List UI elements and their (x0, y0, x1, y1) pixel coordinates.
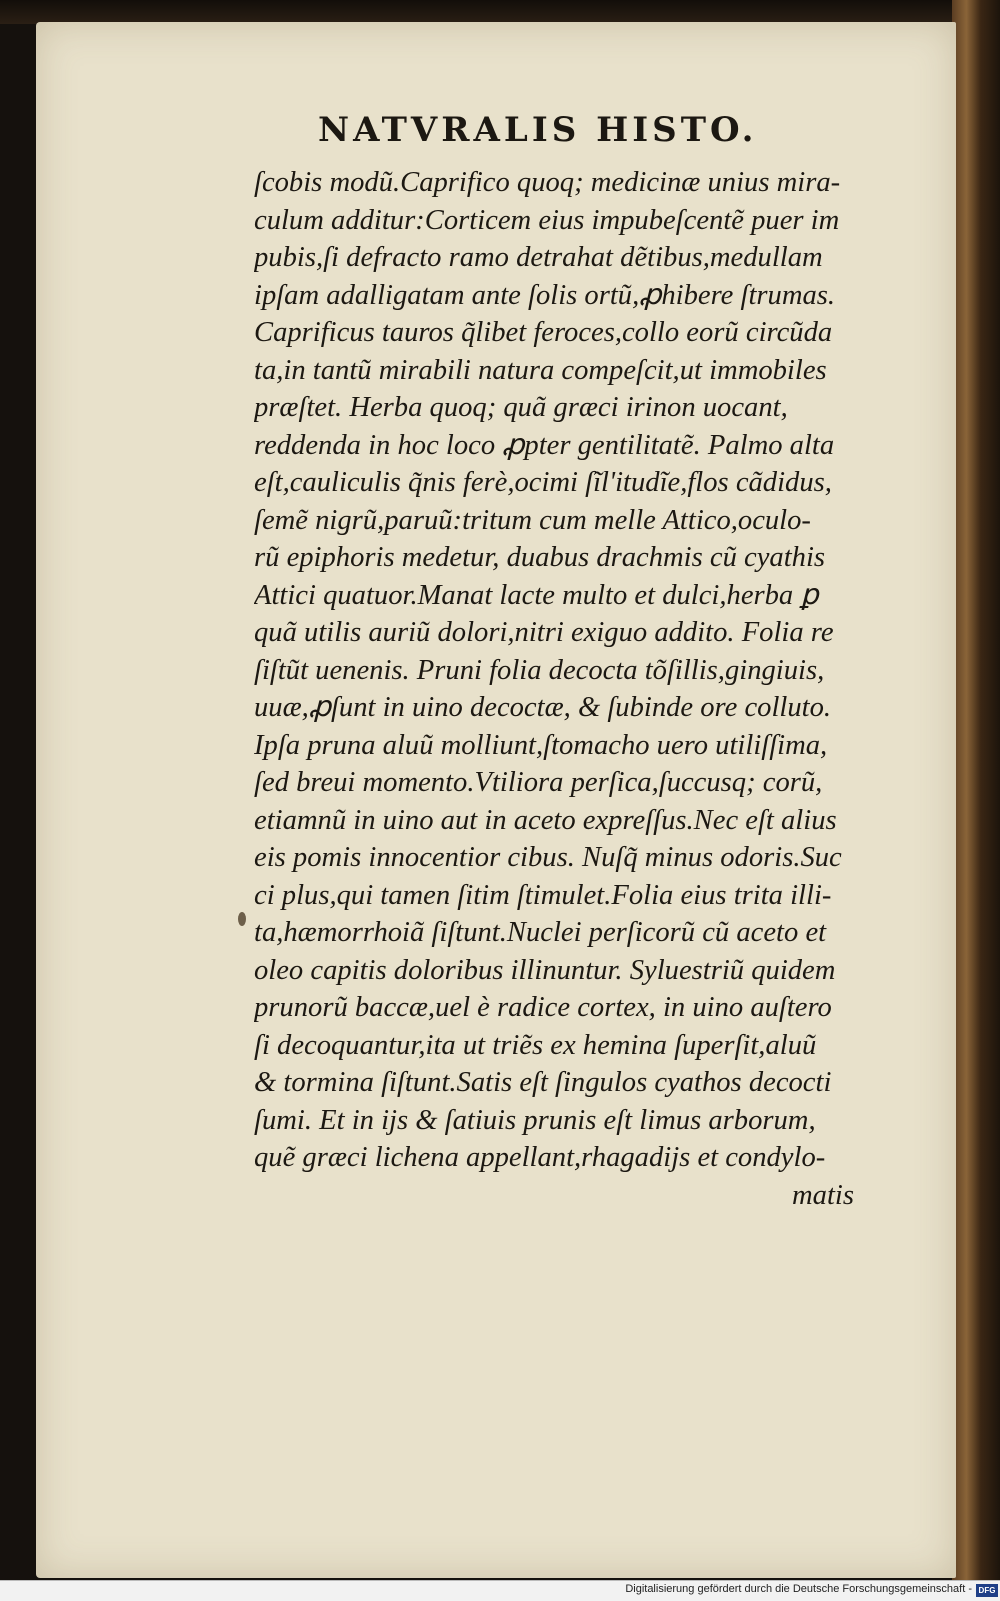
text-line: etiamnũ in uino aut in aceto expreſſus.Nec eſt alius (254, 804, 837, 836)
text-line: pubis,ſi defracto ramo detrahat dẽtibus,medullam (254, 242, 823, 273)
text-line: ſed breui momento.Vtiliora perſica,ſuccusq; corũ, (254, 767, 823, 798)
book-top-edge (0, 0, 1000, 24)
text-line: ta,in tantũ mirabili natura compeſcit,ut immobiles (254, 354, 827, 386)
text-line: prunorũ baccæ,uel è radice cortex, in uino auſtero (254, 992, 832, 1023)
catchword: matis (792, 1179, 854, 1211)
text-line: culum additur:Corticem eius impubeſcentẽ puer im (254, 204, 840, 236)
text-line: ſemẽ nigrũ,paruũ:tritum cum melle Attico,oculo- (254, 504, 811, 536)
running-head: NATVRALIS HISTO. (318, 110, 758, 150)
text-line: Attici quatuor.Manat lacte multo et dulci,herba ꝑ (254, 579, 819, 611)
text-line: ſi decoquantur,ita ut triẽs ex hemina ſuperſit,aluũ (254, 1029, 817, 1061)
text-line: & tormina ſiſtunt.Satis eſt ſingulos cyathos decocti (254, 1067, 832, 1098)
text-line: ſiſtũt uenenis. Pruni folia decocta tõſillis,gingiuis, (254, 654, 825, 686)
text-line: quẽ græci lichena appellant,rhagadijs et condylo- (254, 1142, 826, 1173)
text-line: Caprificus tauros q̃libet feroces,collo eorũ circũda (254, 317, 833, 348)
text-line: eis pomis innocentior cibus. Nuſq̃ minus odoris.Suc (254, 842, 842, 873)
text-line: rũ epiphoris medetur, duabus drachmis cũ cyathis (254, 542, 826, 573)
funding-notice: Digitalisierung gefördert durch die Deutsche Forschungsgemeinschaft - (625, 1583, 972, 1595)
text-line: ci plus,qui tamen ſitim ſtimulet.Folia eius trita illi- (254, 879, 832, 911)
text-line: ſcobis modũ.Caprifico quoq; medicinæ unius mira- (254, 167, 841, 198)
text-block (254, 164, 894, 1214)
text-line: uuæ,ꝓſunt in uino decoctæ, & ſubinde ore colluto. (254, 692, 832, 723)
book-spine-edge (952, 0, 1000, 1580)
text-line: reddenda in hoc loco ꝓpter gentilitatẽ. Palmo alta (254, 429, 835, 461)
text-line: oleo capitis doloribus illinuntur. Syluestriũ quidem (254, 954, 836, 986)
text-line: præſtet. Herba quoq; quã græci irinon uocant, (254, 392, 788, 423)
text-line: Ipſa pruna aluũ molliunt,ſtomacho uero utiliſſima, (254, 729, 828, 761)
text-line: ipſam adalligatam ante ſolis ortũ,ꝓhibere ſtrumas. (254, 279, 836, 311)
page-stain (238, 912, 246, 926)
text-line: quã utilis auriũ dolori,nitri exiguo addito. Folia re (254, 617, 834, 648)
text-line: eſt,cauliculis q̃nis ferè,ocimi ſĩl'itudĩe,flos cãdidus, (254, 467, 832, 498)
text-line: ta,hæmorrhoiã ſiſtunt.Nuclei perſicorũ cũ aceto et (254, 917, 827, 948)
dfg-logo-icon: DFG (976, 1584, 998, 1597)
text-line: ſumi. Et in ijs & ſatiuis prunis eſt limus arborum, (254, 1104, 816, 1136)
digitization-footer (0, 1580, 1000, 1601)
